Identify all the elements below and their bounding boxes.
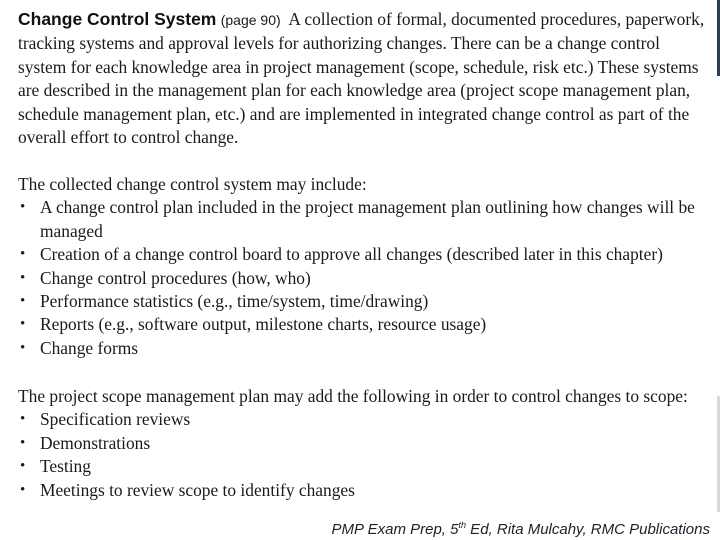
list-item [18, 243, 708, 266]
list-item-text: Reports (e.g., software output, milestone charts, resource usage) [40, 314, 487, 335]
definition-term: Change Control System [18, 9, 217, 29]
bullet-icon: • [20, 269, 26, 286]
bullet-icon: • [20, 246, 26, 263]
list-item-text: Specification reviews [40, 409, 191, 430]
list-item-text: A change control plan included in the project management plan outlining how changes will be managed [40, 197, 695, 241]
definition-paragraph [18, 8, 708, 149]
list-item [18, 455, 708, 478]
list-item-text: Change control procedures (how, who) [40, 267, 311, 288]
bullet-icon: • [20, 458, 26, 475]
scope-bullet-list [18, 408, 708, 502]
list-item [18, 196, 708, 243]
definition-block [18, 8, 708, 149]
footer-superscript: th [458, 520, 467, 530]
bullet-icon: • [20, 199, 26, 216]
list-item [18, 408, 708, 431]
definition-text: A collection of formal, documented procedures, paperwork, tracking systems and approval levels for authorizing changes. There can be a change control system for each knowledge area in project management (scope, schedule, risk etc.) These systems are described in the management plan for each knowledge area (project scope management plan, schedule management plan, etc.) and are implemented in integrated change control as part of the overall effort to control change. [18, 9, 705, 148]
citation-footer [332, 521, 711, 538]
page-reference: (page 90) [220, 12, 281, 28]
list-item-text: Performance statistics (e.g., time/system, time/drawing) [40, 291, 429, 312]
bullet-icon: • [20, 481, 26, 498]
scope-intro: The project scope management plan may add the following in order to control changes to scope: [18, 386, 688, 406]
list-item-text: Demonstrations [40, 432, 151, 453]
bullet-icon: • [20, 411, 26, 428]
list-item [18, 432, 708, 455]
scope-section [18, 385, 708, 502]
list-item-text: Meetings to review scope to identify changes [40, 479, 355, 500]
list-item [18, 337, 708, 360]
system-bullet-list [18, 196, 708, 360]
footer-text-after: Ed, Rita Mulcahy, RMC Publications [466, 521, 710, 538]
list-item-text: Creation of a change control board to approve all changes (described later in this chapter) [40, 244, 663, 265]
list-item-text: Testing [40, 456, 91, 477]
system-intro: The collected change control system may include: [18, 174, 367, 194]
list-item-text: Change forms [40, 337, 139, 358]
bullet-icon: • [20, 434, 26, 451]
bullet-icon: • [20, 293, 26, 310]
list-item [18, 313, 708, 336]
list-item [18, 267, 708, 290]
system-section [18, 173, 708, 360]
list-item [18, 479, 708, 502]
bullet-icon: • [20, 316, 26, 333]
footer-text-before: PMP Exam Prep, 5 [331, 521, 459, 538]
bullet-icon: • [20, 339, 26, 356]
list-item [18, 290, 708, 313]
